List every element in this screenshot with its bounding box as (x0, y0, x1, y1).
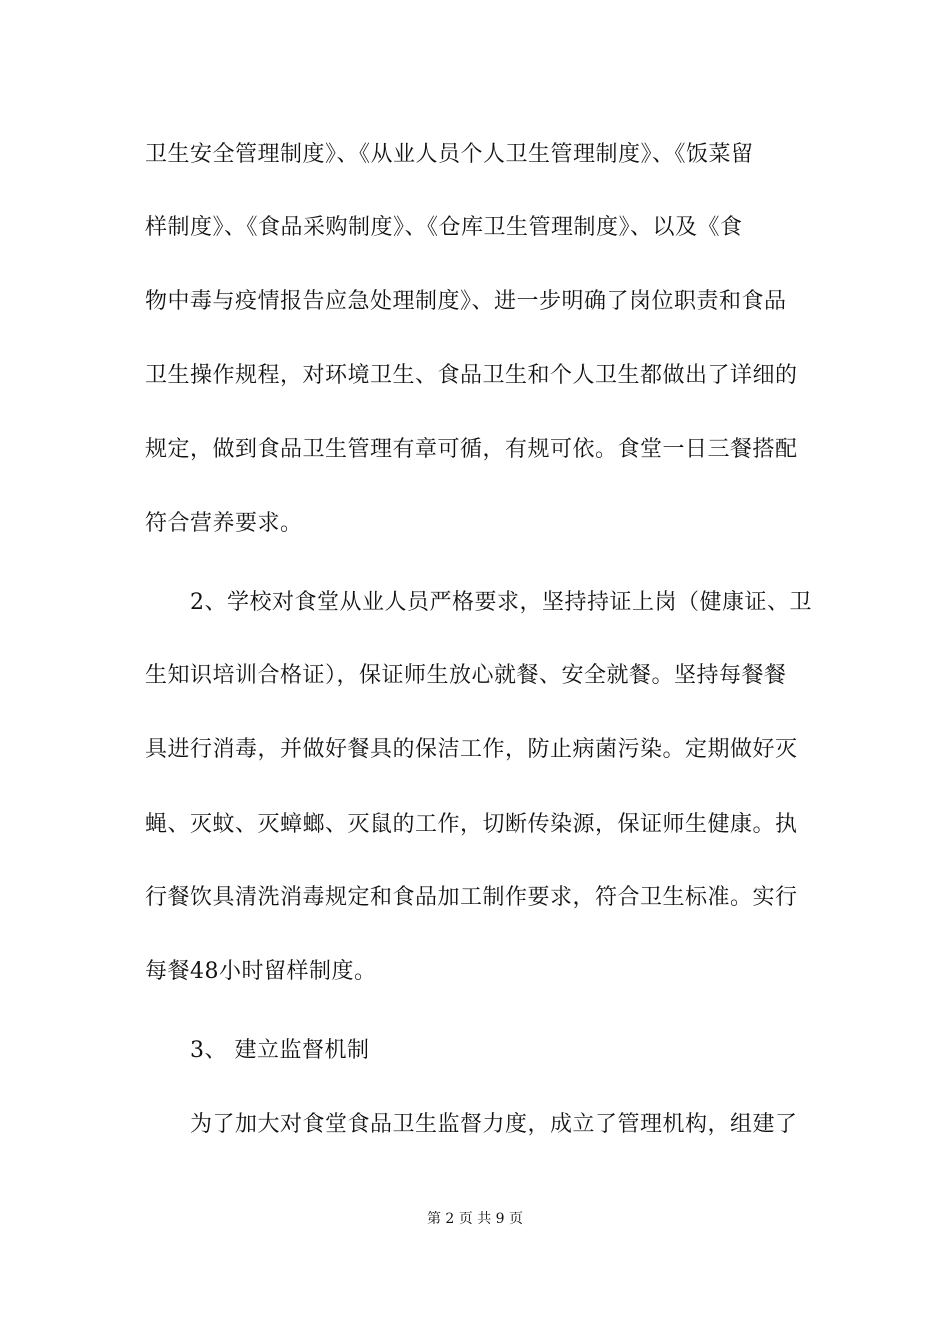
text-line-6: 符合营养要求。 (145, 511, 303, 536)
text-line-2: 样制度》、《食品采购制度》、《仓库卫生管理制度》、以及《食 (145, 215, 743, 240)
page-footer: 第 2 页 共 9 页 (426, 1211, 524, 1227)
text-line-11: 行餐饮具清洗消毒规定和食品加工制作要求，符合卫生标准。实行 (145, 885, 798, 910)
text-line-5: 规定，做到食品卫生管理有章可循，有规可依。食堂一日三餐搭配 (145, 437, 798, 462)
text-line-14: 为了加大对食堂食品卫生监督力度，成立了管理机构，组建了 (190, 1112, 798, 1137)
text-line-7: 2、学校对食堂从业人员严格要求，坚持持证上岗（健康证、卫 (190, 590, 812, 615)
text-line-10: 蝇、灭蚊、灭蟑螂、灭鼠的工作，切断传染源，保证师生健康。执 (145, 812, 798, 837)
section-heading: 3、 建立监督机制 (190, 1038, 370, 1063)
text-line-9: 具进行消毒，并做好餐具的保洁工作，防止病菌污染。定期做好灭 (145, 737, 798, 762)
text-line-8: 生知识培训合格证），保证师生放心就餐、安全就餐。坚持每餐餐 (145, 663, 787, 688)
text-line-12: 每餐48小时留样制度。 (145, 959, 377, 984)
text-line-3: 物中毒与疫情报告应急处理制度》、进一步明确了岗位职责和食品 (145, 289, 787, 314)
text-line-1: 卫生安全管理制度》、《从业人员个人卫生管理制度》、《饭菜留 (145, 142, 754, 167)
text-line-4: 卫生操作规程，对环境卫生、食品卫生和个人卫生都做出了详细的 (145, 363, 798, 388)
